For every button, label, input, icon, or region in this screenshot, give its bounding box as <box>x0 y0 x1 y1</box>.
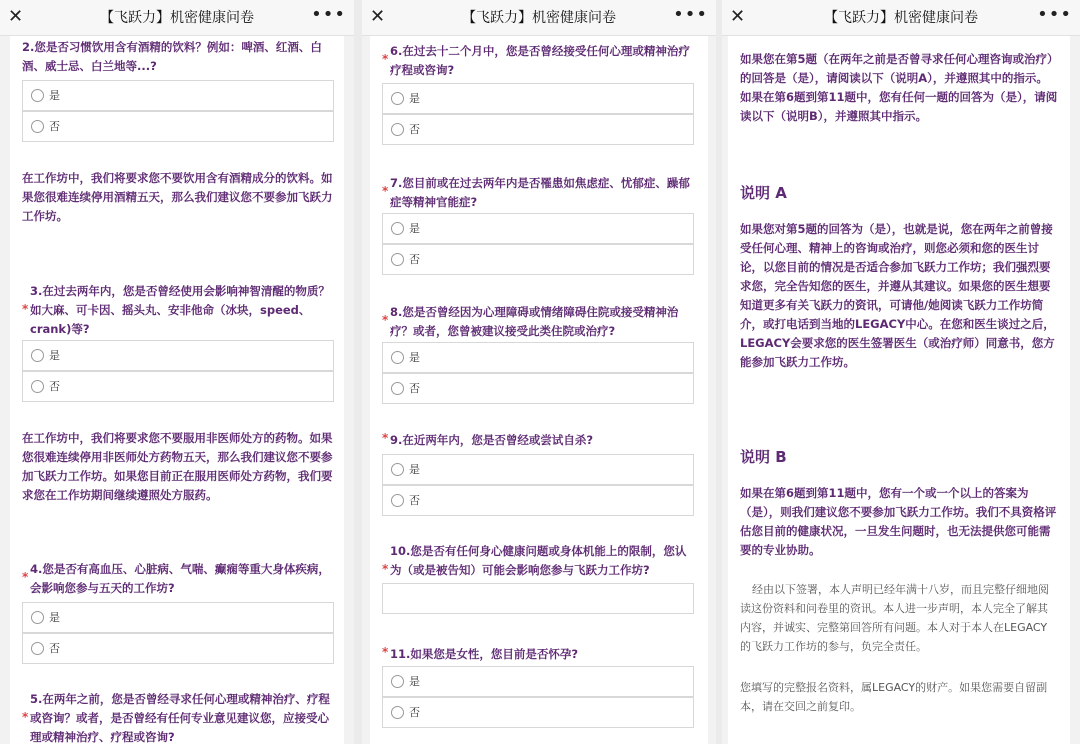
required-mark: * <box>22 710 29 724</box>
question-8: 8.您是否曾经因为心理障碍或情绪障碍住院或接受精神治疗？或者，您曾被建议接受此类住院或治疗? <box>390 305 679 338</box>
more-icon[interactable]: ••• <box>311 4 346 25</box>
close-icon[interactable]: ✕ <box>370 6 386 27</box>
heading-a: 说明 A <box>740 184 787 202</box>
radio-icon[interactable] <box>391 706 404 719</box>
required-mark: * <box>382 645 389 659</box>
required-mark: * <box>22 570 29 584</box>
option-no[interactable]: 否 <box>382 244 694 275</box>
option-no[interactable]: 否 <box>382 114 694 145</box>
required-mark: * <box>382 313 389 327</box>
radio-icon[interactable] <box>31 642 44 655</box>
instruction-a: 如果您对第5题的回答为（是），也就是说，您在两年之前曾接受任何心理、精神上的咨询或治疗，则您必须和您的医生讨论，以您目前的情况是否适合参加飞跃力工作坊；我们强烈要求您，完全告知您的医生，并遵从其建议。如果您的医生想要知道更多有关飞跃力的资讯，可请他/她阅读飞跃力工作坊简介，或打电话到当地的LEGACY中心。在您和医生谈过之后，LEGACY会要求您的医生签署医生（或治疗师）同意书，您方能参加飞跃力工作坊。 <box>740 222 1055 369</box>
option-yes[interactable]: 是 <box>22 602 334 633</box>
phone-screen-2 <box>362 0 716 744</box>
phone-screen-3 <box>722 0 1080 744</box>
question-3: 3.在过去两年内，您是否曾经使用会影响神智清醒的物质？如大麻、可卡因、摇头丸、安非他命（冰块，speed、crank)等? <box>30 284 330 336</box>
required-mark: * <box>22 302 29 316</box>
question-7: 7.您目前或在过去两年内是否罹患如焦虑症、忧郁症、躁郁症等精神官能症? <box>390 176 690 209</box>
question-4: 4.您是否有高血压、心脏病、气喘、癫痫等重大身体疾病，会影响您参与五天的工作坊? <box>30 562 330 595</box>
radio-icon[interactable] <box>391 92 404 105</box>
required-mark: * <box>382 562 389 576</box>
question-5: 5.在两年之前，您是否曾经寻求任何心理或精神治疗、疗程或咨询？或者，是否曾经有任何专业意见建议您，应接受心理或精神治疗、疗程或咨询? <box>30 692 330 744</box>
option-yes[interactable]: 是 <box>22 340 334 371</box>
radio-icon[interactable] <box>31 89 44 102</box>
radio-icon[interactable] <box>31 611 44 624</box>
radio-icon[interactable] <box>31 349 44 362</box>
option-yes[interactable]: 是 <box>382 666 694 697</box>
radio-icon[interactable] <box>31 120 44 133</box>
note-alcohol: 在工作坊中，我们将要求您不要饮用含有酒精成分的饮料。如果您很难连续停用酒精五天，那么我们建议您不要参加飞跃力工作坊。 <box>22 171 333 223</box>
heading-b: 说明 B <box>740 448 787 466</box>
option-no[interactable]: 否 <box>382 697 694 728</box>
question-2: 2.您是否习惯饮用含有酒精的饮料？例如：啤酒、红酒、白酒、威士忌、白兰地等...? <box>22 40 322 73</box>
declaration-text: 经由以下签署，本人声明已经年满十八岁，而且完整仔细地阅读这份资料和问卷里的资讯。本人进一步声明，本人完全了解其内容，并诚实、完整第回答所有问题。本人对于本人在LEGACY的飞跃力工作坊的参与，负完全责任。 <box>740 583 1049 653</box>
note-drugs: 在工作坊中，我们将要求您不要服用非医师处方的药物。如果您很难连续停用非医师处方药物五天，那么我们建议您不要参加飞跃力工作坊。如果您目前正在服用医师处方药物，我们要求您在工作坊期间继续遵照处方服药。 <box>22 431 333 502</box>
radio-icon[interactable] <box>391 253 404 266</box>
page-title: 【飞跃力】机密健康问卷 <box>824 10 978 26</box>
answer-input[interactable] <box>382 583 694 614</box>
close-icon[interactable]: ✕ <box>730 6 746 27</box>
question-9: 9.在近两年内，您是否曾经或尝试自杀? <box>390 433 594 447</box>
copy-notice: 您填写的完整报名资料，属LEGACY的财产。如果您需要自留副本，请在交回之前复印。 <box>740 681 1048 713</box>
option-no[interactable]: 否 <box>22 111 334 142</box>
radio-icon[interactable] <box>391 382 404 395</box>
page-title: 【飞跃力】机密健康问卷 <box>100 10 254 26</box>
top-bar <box>722 0 1080 36</box>
page-title: 【飞跃力】机密健康问卷 <box>462 10 616 26</box>
option-no[interactable]: 否 <box>382 373 694 404</box>
phone-screen-1 <box>0 0 354 744</box>
option-yes[interactable]: 是 <box>382 83 694 114</box>
form-sheet <box>10 36 344 744</box>
radio-icon[interactable] <box>391 222 404 235</box>
top-bar <box>362 0 716 36</box>
instruction-intro: 如果您在第5题（在两年之前是否曾寻求任何心理咨询或治疗）的回答是（是），请阅读以下（说明A），并遵照其中的指示。如果在第6题到第11题中，您有任何一题的回答为（是），请阅读以下（说明B），并遵照其中指示。 <box>740 52 1058 123</box>
question-10: 10.您是否有任何身心健康问题或身体机能上的限制，您认为（或是被告知）可能会影响您参与飞跃力工作坊? <box>390 544 687 577</box>
radio-icon[interactable] <box>391 123 404 136</box>
info-sheet <box>728 36 1070 744</box>
more-icon[interactable]: ••• <box>673 4 708 25</box>
option-no[interactable]: 否 <box>22 371 334 402</box>
required-mark: * <box>382 52 389 66</box>
option-yes[interactable]: 是 <box>22 80 334 111</box>
required-mark: * <box>382 431 389 445</box>
required-mark: * <box>382 184 389 198</box>
question-6: 6.在过去十二个月中，您是否曾经接受任何心理或精神治疗疗程或咨询? <box>390 44 690 77</box>
close-icon[interactable]: ✕ <box>8 6 24 27</box>
top-bar <box>0 0 354 36</box>
option-yes[interactable]: 是 <box>382 454 694 485</box>
option-no[interactable]: 否 <box>382 485 694 516</box>
form-sheet <box>370 36 708 744</box>
radio-icon[interactable] <box>391 351 404 364</box>
instruction-b: 如果在第6题到第11题中，您有一个或一个以上的答案为（是），则我们建议您不要参加飞跃力工作坊。我们不具资格评估您目前的健康状况，一旦发生问题时，也无法提供您可能需要的专业协助。 <box>740 486 1057 557</box>
option-no[interactable]: 否 <box>22 633 334 664</box>
option-yes[interactable]: 是 <box>382 213 694 244</box>
radio-icon[interactable] <box>31 380 44 393</box>
question-11: 11.如果您是女性，您目前是否怀孕? <box>390 647 579 661</box>
radio-icon[interactable] <box>391 494 404 507</box>
option-yes[interactable]: 是 <box>382 342 694 373</box>
radio-icon[interactable] <box>391 675 404 688</box>
radio-icon[interactable] <box>391 463 404 476</box>
more-icon[interactable]: ••• <box>1037 4 1072 25</box>
